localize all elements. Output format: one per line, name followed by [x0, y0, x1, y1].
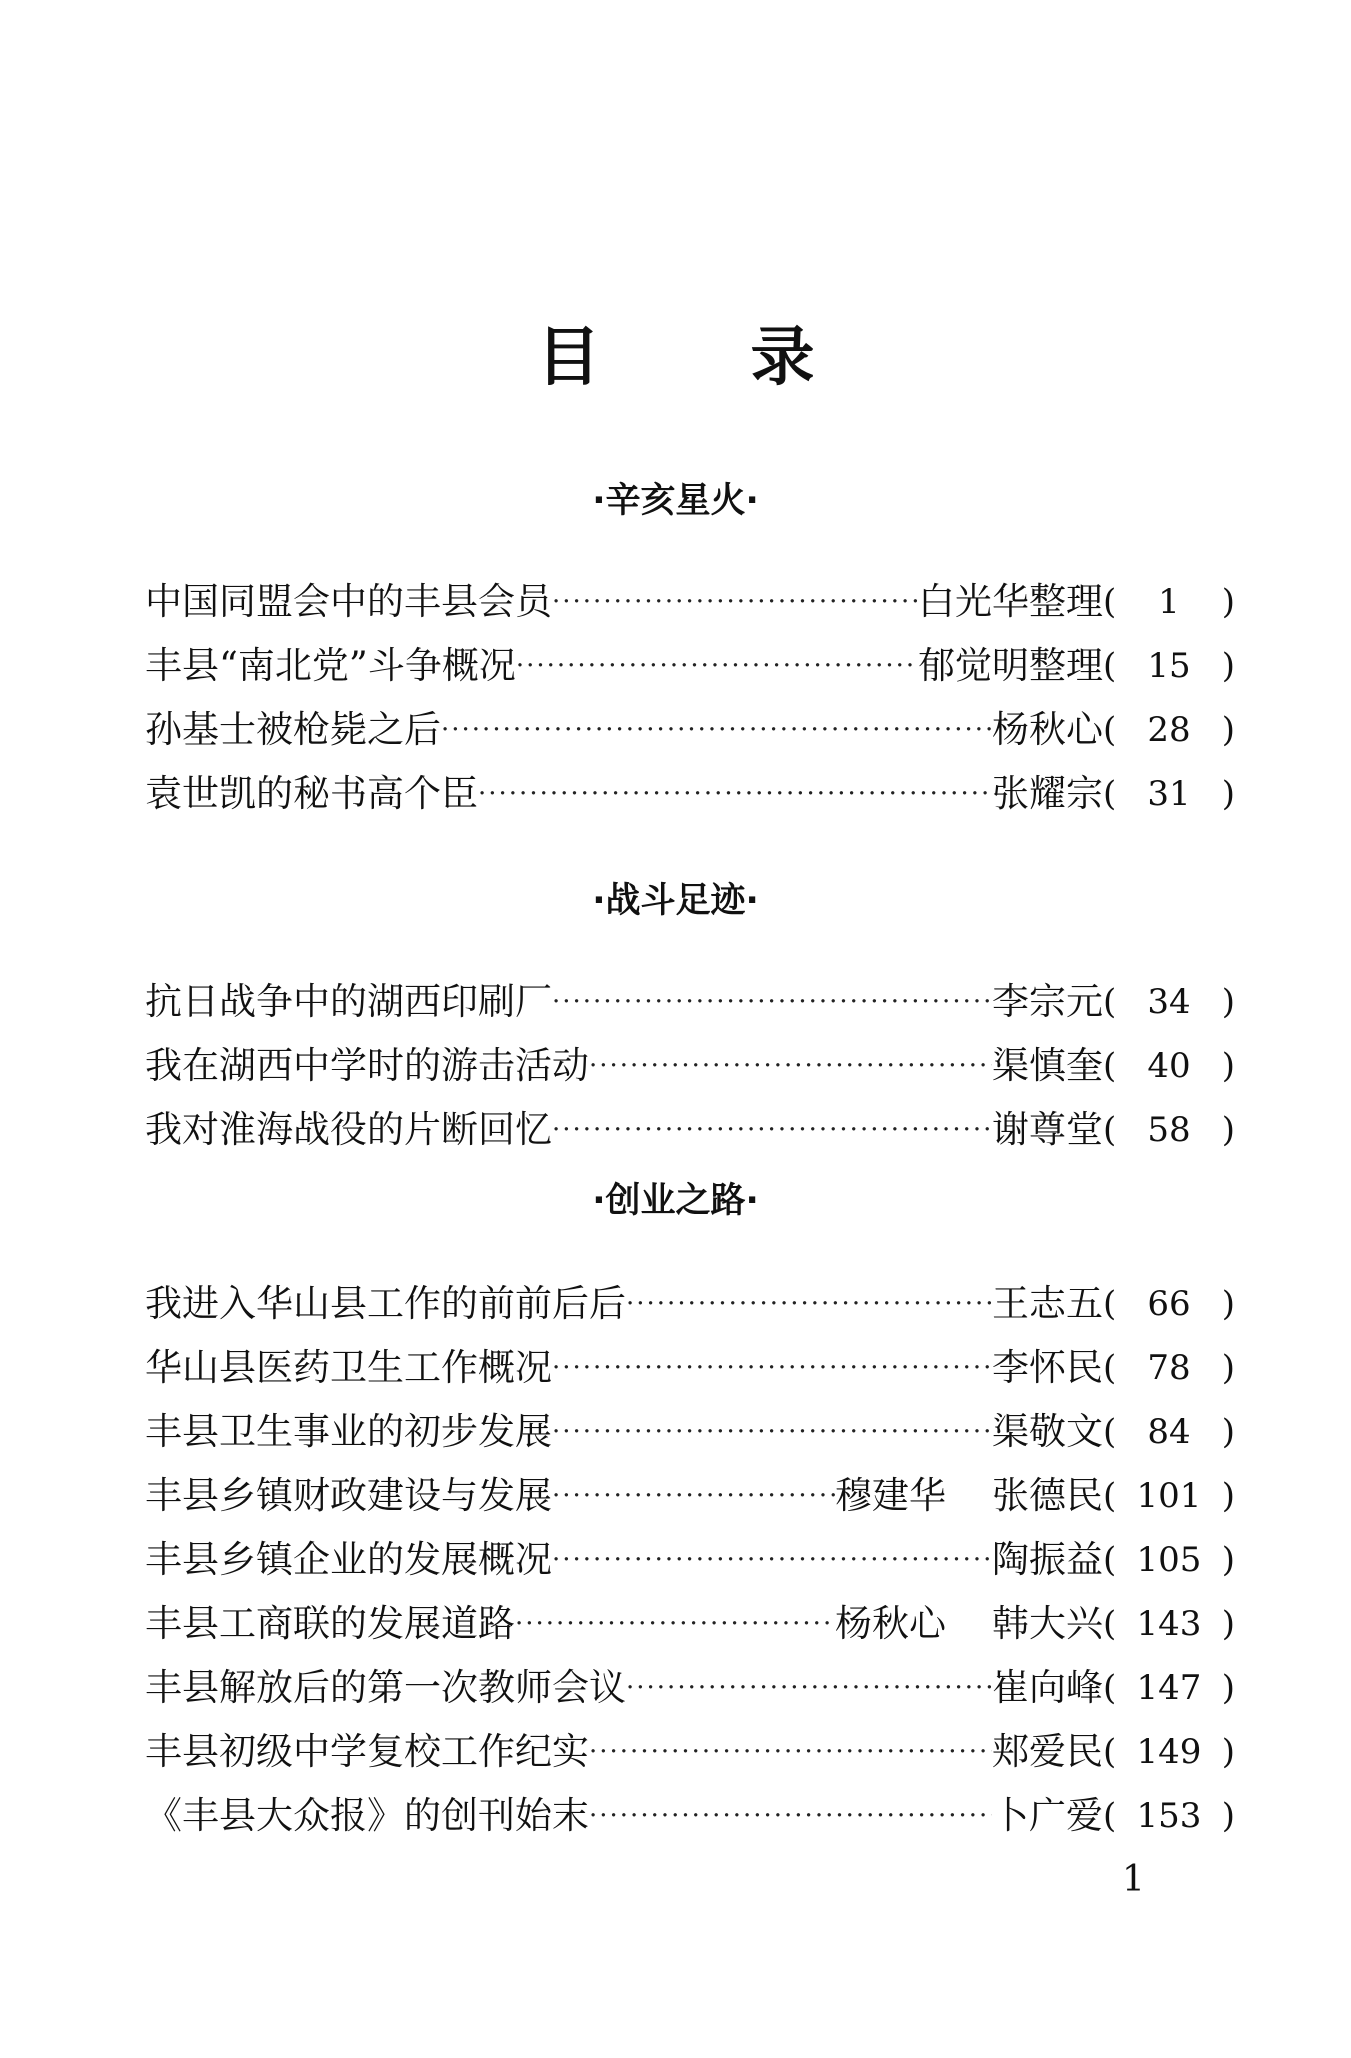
entry-title: 丰县乡镇企业的发展概况: [145, 1538, 552, 1581]
toc-entry[interactable]: [145, 1720, 1235, 1784]
entry-author: 陶振益: [992, 1538, 1103, 1581]
entry-author: 郏爱民: [992, 1730, 1103, 1773]
dot-leader: [589, 1784, 992, 1848]
toc-section-2: [0, 878, 1351, 1162]
dot-leader: [552, 1464, 835, 1528]
entry-page: ( 147 ): [1103, 1668, 1235, 1708]
entry-authors: 穆建华 张德民: [835, 1474, 1103, 1517]
title-char-1: 目: [536, 321, 601, 395]
entry-title: 抗日战争中的湖西印刷厂: [145, 980, 552, 1023]
entry-title: 丰县乡镇财政建设与发展: [145, 1474, 552, 1517]
toc-section-1: [0, 478, 1351, 826]
entry-author: 白光华整理: [918, 580, 1103, 623]
title-char-2: 录: [750, 321, 815, 395]
entry-page: ( 153 ): [1103, 1796, 1235, 1836]
entry-author: 卜广爱: [992, 1794, 1103, 1837]
toc-list: [0, 970, 1351, 1162]
entry-page: ( 15 ): [1103, 646, 1235, 686]
section-heading: ·辛亥星火·: [592, 481, 759, 521]
entry-page: ( 78 ): [1103, 1348, 1235, 1388]
entry-title: 丰县初级中学复校工作纪实: [145, 1730, 589, 1773]
entry-page: ( 143 ): [1103, 1604, 1235, 1644]
entry-author: 王志五: [992, 1282, 1103, 1325]
entry-title: 孙基士被枪毙之后: [145, 708, 441, 751]
entry-title: 华山县医药卫生工作概况: [145, 1346, 552, 1389]
page-title: [0, 318, 1351, 398]
toc-entry[interactable]: [145, 1592, 1235, 1656]
entry-page: ( 66 ): [1103, 1284, 1235, 1324]
entry-page: ( 34 ): [1103, 982, 1235, 1022]
entry-page: ( 105 ): [1103, 1540, 1235, 1580]
entry-author: 郁觉明整理: [918, 644, 1103, 687]
entry-page: ( 31 ): [1103, 774, 1235, 814]
toc-section-3: [0, 1178, 1351, 1848]
entry-page: ( 149 ): [1103, 1732, 1235, 1772]
entry-title: 丰县工商联的发展道路: [145, 1602, 515, 1645]
page-number: 1: [1122, 1859, 1145, 1900]
entry-title: 我在湖西中学时的游击活动: [145, 1044, 589, 1087]
entry-title: 袁世凯的秘书高个臣: [145, 772, 478, 815]
entry-page: ( 1 ): [1103, 582, 1235, 622]
toc-entry[interactable]: [145, 1272, 1235, 1336]
toc-entry[interactable]: [145, 1098, 1235, 1162]
section-heading: ·战斗足迹·: [592, 881, 759, 921]
entry-title: 丰县“南北党”斗争概况: [145, 644, 516, 687]
entry-author: 崔向峰: [992, 1666, 1103, 1709]
dot-leader: [589, 1720, 992, 1784]
toc-entry[interactable]: [145, 570, 1235, 634]
toc-list: [0, 570, 1351, 826]
entry-title: 中国同盟会中的丰县会员: [145, 580, 552, 623]
dot-leader: [552, 1400, 992, 1464]
entry-authors: 杨秋心 韩大兴: [835, 1602, 1103, 1645]
entry-page: ( 84 ): [1103, 1412, 1235, 1452]
toc-entry[interactable]: [145, 634, 1235, 698]
entry-title: 丰县解放后的第一次教师会议: [145, 1666, 626, 1709]
dot-leader: [626, 1272, 992, 1336]
dot-leader: [552, 570, 918, 634]
dot-leader: [515, 1592, 835, 1656]
dot-leader: [516, 634, 918, 698]
entry-author: 渠敬文: [992, 1410, 1103, 1453]
dot-leader: [552, 1098, 992, 1162]
entry-author: 谢尊堂: [992, 1108, 1103, 1151]
entry-page: ( 58 ): [1103, 1110, 1235, 1150]
dot-leader: [589, 1034, 992, 1098]
entry-author: 渠慎奎: [992, 1044, 1103, 1087]
entry-page: ( 101 ): [1103, 1476, 1235, 1516]
entry-title: 我进入华山县工作的前前后后: [145, 1282, 626, 1325]
entry-title: 《丰县大众报》的创刊始末: [145, 1794, 589, 1837]
section-heading: ·创业之路·: [592, 1181, 759, 1221]
dot-leader: [626, 1656, 992, 1720]
dot-leader: [552, 970, 992, 1034]
entry-author: 张耀宗: [992, 772, 1103, 815]
dot-leader: [478, 762, 992, 826]
dot-leader: [552, 1336, 992, 1400]
toc-entry[interactable]: [145, 1656, 1235, 1720]
entry-author: 杨秋心: [992, 708, 1103, 751]
entry-author: 李宗元: [992, 980, 1103, 1023]
entry-title: 我对淮海战役的片断回忆: [145, 1108, 552, 1151]
entry-title: 丰县卫生事业的初步发展: [145, 1410, 552, 1453]
entry-page: ( 28 ): [1103, 710, 1235, 750]
toc-entry[interactable]: [145, 1034, 1235, 1098]
entry-author: 李怀民: [992, 1346, 1103, 1389]
toc-entry[interactable]: [145, 970, 1235, 1034]
toc-list: [0, 1272, 1351, 1848]
toc-entry[interactable]: [145, 1784, 1235, 1848]
toc-entry[interactable]: [145, 698, 1235, 762]
toc-entry[interactable]: [145, 1336, 1235, 1400]
entry-page: ( 40 ): [1103, 1046, 1235, 1086]
toc-entry[interactable]: [145, 762, 1235, 826]
toc-entry[interactable]: [145, 1528, 1235, 1592]
toc-entry[interactable]: [145, 1400, 1235, 1464]
dot-leader: [441, 698, 992, 762]
dot-leader: [552, 1528, 992, 1592]
toc-entry[interactable]: [145, 1464, 1235, 1528]
